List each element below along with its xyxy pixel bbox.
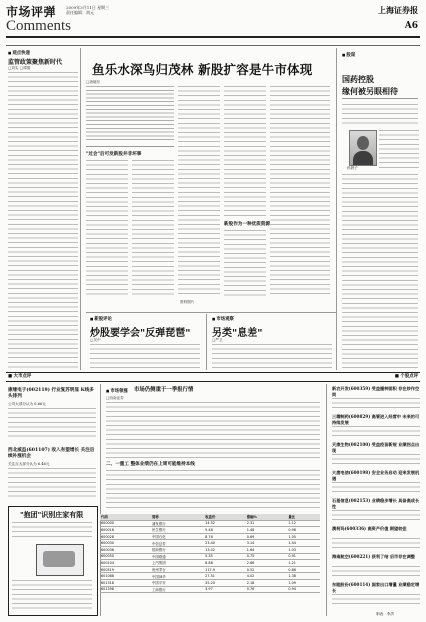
table-cell: 14.52	[204, 520, 246, 527]
table-cell: 3.14	[246, 540, 288, 547]
stock-recommendation-body	[332, 566, 420, 580]
left-article-title: 监管政策聚焦新时代	[8, 59, 63, 66]
market-body	[106, 402, 320, 458]
right-title-2: 缘何被另眼相待	[342, 87, 398, 96]
mid-article-1-title: 炒股要学会"反弹琵琶"	[90, 328, 191, 339]
masthead	[6, 3, 420, 46]
table-cell: 贵州茅台	[151, 566, 204, 573]
table-header-cell: 代码	[100, 514, 151, 520]
table-cell: 2.66	[246, 560, 288, 567]
stock-pick-1-sub: 公司大部分认为 6.66元	[8, 402, 46, 406]
left-article-author: □刘实 □谭德	[8, 66, 31, 70]
side-box-title: "抱团"识别庄家有限	[20, 511, 84, 519]
table-cell: 600519	[100, 566, 151, 573]
table-cell: 5.48	[204, 527, 246, 534]
masthead-rule	[6, 36, 420, 38]
stock-pick-2-body	[8, 468, 96, 500]
table-cell: 0.52	[246, 566, 288, 573]
comments-title: Comments	[6, 18, 72, 34]
table-cell: 600016	[100, 527, 151, 534]
table-cell: 2.18	[246, 579, 288, 586]
stock-recommendation-body	[332, 398, 420, 412]
stock-recommendation-title: 澳柯玛(600336) 高资产价值 期望较佳	[332, 526, 407, 531]
table-cell: 中国平安	[151, 579, 204, 586]
column-divider	[80, 48, 81, 370]
right-title-rule	[342, 98, 418, 99]
table-row	[100, 553, 320, 560]
date-line	[66, 5, 109, 15]
table-row	[100, 579, 320, 586]
table-cell: 0.75	[246, 553, 288, 560]
table-row	[100, 586, 320, 593]
lead-intro-text	[86, 86, 174, 142]
table-row	[100, 566, 320, 573]
market-author: □西南证券	[106, 396, 124, 400]
lead-headline: 鱼乐水深鸟归茂林 新股扩容是牛市体现	[92, 62, 313, 77]
table-cell: 1.64	[246, 546, 288, 553]
stock-recommendation-title: 石基信息(002153) 业绩稳步增长 具备高成长性	[332, 498, 420, 509]
stock-table	[100, 514, 320, 593]
page-number: A6	[404, 21, 418, 31]
table-cell: 0.76	[246, 586, 288, 593]
table-cell: 23.40	[204, 540, 246, 547]
stock-recommendation-body	[332, 482, 420, 496]
table-row	[100, 560, 320, 567]
bottom-section-bar	[6, 372, 420, 382]
lead-col-2	[132, 160, 174, 296]
table-cell: 上汽集团	[151, 560, 204, 567]
stock-recommendation-body	[332, 454, 420, 468]
table-cell: 1.12	[287, 520, 320, 527]
table-row	[100, 527, 320, 534]
lead-col-5	[270, 86, 330, 296]
stock-recommendation-title: 新农开发(600359) 受益播种面积 存在炒作空间	[332, 386, 420, 397]
lead-subtitle-2: 新股作为一种优质资源	[224, 222, 270, 227]
table-header-cell: 涨幅%	[246, 514, 288, 520]
table-cell: 600030	[100, 540, 151, 547]
table-cell: 1.38	[287, 573, 320, 580]
market-body-2	[106, 470, 320, 510]
table-cell: 1.05	[287, 533, 320, 540]
right-title-1: 国药控股	[342, 75, 374, 84]
table-cell: 0.69	[246, 533, 288, 540]
bottom-bar-left: ■ 大市点评	[8, 374, 32, 379]
table-cell: 0.98	[287, 527, 320, 534]
lead-col-4	[224, 86, 266, 216]
mid-article-2-title: 另类"息差"	[212, 328, 263, 339]
mid-article-2-body	[212, 344, 332, 370]
stock-recommendation-title: 大唐电信(600198) 安全业务启动 迎来发展机遇	[332, 470, 420, 481]
stock-pick-1-title: 康缘电子(002119) 行业复苏明显 K线多头排列	[8, 388, 94, 399]
table-header-cell: 量比	[287, 514, 320, 520]
stock-recommendation-body	[332, 594, 420, 608]
stock-pick-1-body	[8, 408, 96, 440]
lead-col-4b	[224, 230, 266, 296]
table-cell: 1.44	[287, 540, 320, 547]
mid-article-1-author: □吴中	[90, 338, 101, 342]
left-article-body	[8, 72, 78, 368]
table-row	[100, 520, 320, 527]
lead-col-3	[178, 86, 220, 296]
editor-text: 责任编辑：胡元	[66, 10, 94, 15]
market-subtitle: 二、一重工 整体业绩仍在上周可能维持本线	[106, 462, 195, 467]
paper-name: 上海证券报	[378, 5, 418, 15]
stock-pick-2-sub: 关注点大部分认为 6.46元	[8, 462, 50, 466]
mid-article-1-tag: ■ 新股评论	[90, 316, 112, 322]
table-cell: 600104	[100, 560, 151, 567]
mid-article-2-tag: ■ 市场观察	[212, 316, 234, 322]
table-cell: 0.91	[287, 553, 320, 560]
table-row	[100, 546, 320, 553]
table-cell: 1.03	[287, 546, 320, 553]
table-cell: 1.48	[246, 527, 288, 534]
table-cell: 1.21	[287, 560, 320, 567]
table-cell: 8.76	[204, 533, 246, 540]
table-header-cell: 简称	[151, 514, 204, 520]
table-cell: 中国神华	[151, 573, 204, 580]
author-portrait	[349, 130, 377, 166]
table-cell: 601318	[100, 579, 151, 586]
table-cell: 1.09	[287, 579, 320, 586]
side-box-image	[36, 544, 84, 576]
stock-recommendation-title: 三精制药(600829) 高管进入经营中 未来的可持续发展	[332, 414, 420, 425]
lead-author: □唐晓东	[86, 80, 101, 84]
intro-divider	[86, 146, 174, 147]
left-section-tag: ■ 观点快递	[8, 50, 30, 56]
table-cell: 0.86	[287, 566, 320, 573]
table-cell: 600036	[100, 546, 151, 553]
table-cell: 中信证券	[151, 540, 204, 547]
table-row	[100, 533, 320, 540]
portrait-head	[357, 136, 369, 150]
date-text: 2009年3月11日 星期三	[66, 5, 110, 10]
lead-subtitle: "过会"后可发新股并非坏事	[86, 152, 142, 157]
table-cell: 工商银行	[151, 586, 204, 593]
side-box-image-inner	[43, 551, 75, 567]
bottom-divider-2	[326, 384, 327, 616]
table-cell: 35.20	[204, 579, 246, 586]
market-title: 市场仍侧重于一季报行情	[134, 387, 194, 393]
mid-article-1-body	[90, 344, 200, 370]
stock-recommendation-title: 天康生物(002100) 受益疫苗新规 业绩拐点出现	[332, 442, 420, 453]
middle-rule	[86, 312, 336, 313]
mid-article-2-author: □严卫	[212, 338, 223, 342]
table-cell: 招商银行	[151, 546, 204, 553]
side-box-text-2	[12, 580, 92, 610]
lead-caption: 资料图片	[180, 300, 195, 304]
stock-pick-2-title: 西北威益(601107) 收入有望增长 关注后续补涨机会	[8, 448, 95, 459]
stock-recommendation-title: 东睦股份(600114) 国家出口增量 业绩稳定增长	[332, 582, 420, 593]
table-row	[100, 540, 320, 547]
table-cell: 13.02	[204, 546, 246, 553]
footer-credit: 制表：李洪	[376, 612, 394, 616]
table-cell: 中国联通	[151, 553, 204, 560]
table-cell: 8.88	[204, 560, 246, 567]
table-body	[100, 520, 320, 593]
table-cell: 0.94	[287, 586, 320, 593]
table-row	[100, 573, 320, 580]
table-cell: 浦发银行	[151, 520, 204, 527]
right-body-text	[342, 174, 418, 370]
stock-recommendation-body	[332, 538, 420, 552]
table-header-cell: 收盘价	[204, 514, 246, 520]
table-cell: 民生银行	[151, 527, 204, 534]
table-cell: 3.97	[204, 586, 246, 593]
stock-recommendation-title: 海南航空(600221) 获利了结 后市存在调整	[332, 554, 415, 559]
table-cell: 27.51	[204, 573, 246, 580]
right-side-text	[379, 130, 419, 170]
table-cell: 5.35	[204, 553, 246, 560]
lead-col-1	[86, 160, 128, 296]
section-name: 市场评弹	[6, 5, 57, 19]
bottom-bar-right: ■ 个股点评	[394, 374, 418, 379]
market-tag: ■ 市场领涨	[106, 388, 128, 394]
table-cell: 600000	[100, 520, 151, 527]
table-cell: 117.9	[204, 566, 246, 573]
table-cell: 4.02	[246, 573, 288, 580]
table-cell: 中国石化	[151, 533, 204, 540]
stock-recommendation-body	[332, 426, 420, 440]
side-box-text	[12, 522, 92, 540]
portrait-body	[353, 151, 373, 165]
right-section-tag: ■ 股谋	[342, 52, 355, 58]
stock-recommendation-body	[332, 510, 420, 524]
table-cell: 601398	[100, 586, 151, 593]
table-cell: 2.31	[246, 520, 288, 527]
table-cell: 600050	[100, 553, 151, 560]
mid-divider	[206, 314, 207, 370]
table-cell: 600028	[100, 533, 151, 540]
right-column-divider	[336, 48, 337, 370]
portrait-caption: 孙晨子	[347, 166, 358, 170]
right-intro-text	[342, 104, 418, 126]
table-cell: 601088	[100, 573, 151, 580]
